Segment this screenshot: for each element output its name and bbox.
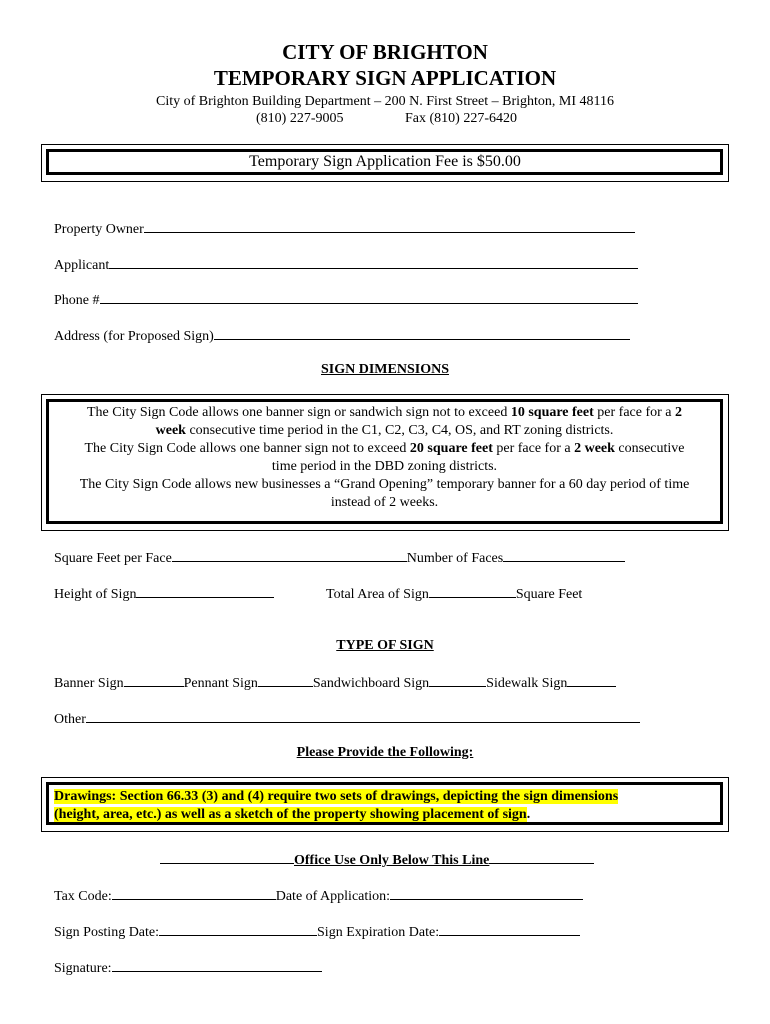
banner-sign-input[interactable] [124,673,184,687]
sign-type-row [54,673,616,693]
address-label: Address (for Proposed Sign) [54,329,214,344]
total-area-input[interactable] [429,584,516,598]
sign-code-rule-1: The City Sign Code allows one banner sign or sandwich sign not to exceed 10 square feet per face for a 2 week consecutive time period in the C1, C2, C3, C4, OS, and RT zoning districts. [87,405,682,438]
fax-number: Fax (810) 227-6420 [405,111,517,126]
signature-label: Signature: [54,961,112,976]
height-of-sign-field[interactable] [54,584,274,604]
title-city: CITY OF BRIGHTON [282,40,488,64]
phone-input[interactable] [100,290,638,304]
fee-notice: Temporary Sign Application Fee is $50.00 [249,153,521,170]
office-divider-line-left [160,850,294,864]
phone-label: Phone # [54,293,100,308]
type-of-sign-heading: TYPE OF SIGN [336,638,434,653]
sign-code-rule-2: The City Sign Code allows one banner sign not to exceed 20 square feet per face for a 2 week consecutive time period in the DBD zoning districts. [84,441,685,474]
applicant-field[interactable] [54,255,638,275]
sign-posting-date-label: Sign Posting Date: [54,925,160,940]
sign-code-text [52,404,717,512]
sign-posting-date-input[interactable] [159,922,317,936]
square-feet-per-face-label: Square Feet per Face [54,551,172,566]
sign-dimensions-heading: SIGN DIMENSIONS [321,362,449,377]
pennant-sign-label: Pennant Sign [183,676,258,691]
other-field[interactable] [54,709,640,729]
sidewalk-sign-input[interactable] [567,673,616,687]
tax-code-label: Tax Code: [54,889,112,904]
sign-code-rule-3: The City Sign Code allows new businesses a “Grand Opening” temporary banner for a 60 day period of time instead of 2 weeks. [79,477,690,510]
date-of-application-label: Date of Application: [275,889,391,904]
height-of-sign-input[interactable] [136,584,274,598]
provide-heading: Please Provide the Following: [296,745,474,760]
applicant-label: Applicant [54,258,110,273]
height-of-sign-label: Height of Sign [54,587,137,602]
department-address: City of Brighton Building Department – 200 N. First Street – Brighton, MI 48116 [156,94,614,109]
applicant-input[interactable] [109,255,638,269]
address-field[interactable] [54,326,630,346]
sign-expiration-date-input[interactable] [439,922,580,936]
office-use-heading: Office Use Only Below This Line [294,853,490,868]
square-feet-per-face-input[interactable] [172,548,407,562]
sandwichboard-sign-label: Sandwichboard Sign [312,676,430,691]
date-of-application-input[interactable] [390,886,583,900]
square-feet-unit: Square Feet [515,587,583,602]
other-label: Other [54,712,86,727]
total-area-field[interactable] [326,584,582,604]
office-divider-line-right [489,850,594,864]
number-of-faces-label: Number of Faces [406,551,504,566]
property-owner-input[interactable] [144,219,635,233]
phone-number: (810) 227-9005 [256,111,344,126]
signature-field[interactable] [54,958,322,978]
signature-input[interactable] [112,958,322,972]
number-of-faces-input[interactable] [503,548,625,562]
drawings-requirement: Drawings: Section 66.33 (3) and (4) require two sets of drawings, depicting the sign dimensions (height, area, etc.) as well as a sketch of the property showing placement of sign. [54,789,619,822]
address-input[interactable] [214,326,630,340]
banner-sign-label: Banner Sign [54,676,124,691]
office-use-divider [160,850,594,870]
office-row-1 [54,886,583,906]
phone-field[interactable] [54,290,638,310]
office-row-2 [54,922,580,942]
sandwichboard-sign-input[interactable] [429,673,486,687]
sidewalk-sign-label: Sidewalk Sign [486,676,568,691]
total-area-label: Total Area of Sign [326,587,429,602]
sign-expiration-date-label: Sign Expiration Date: [317,925,440,940]
other-input[interactable] [86,709,640,723]
title-application: TEMPORARY SIGN APPLICATION [213,66,557,90]
square-feet-row [54,548,625,568]
tax-code-input[interactable] [112,886,276,900]
property-owner-label: Property Owner [54,222,144,237]
property-owner-field[interactable] [54,219,635,239]
pennant-sign-input[interactable] [258,673,313,687]
